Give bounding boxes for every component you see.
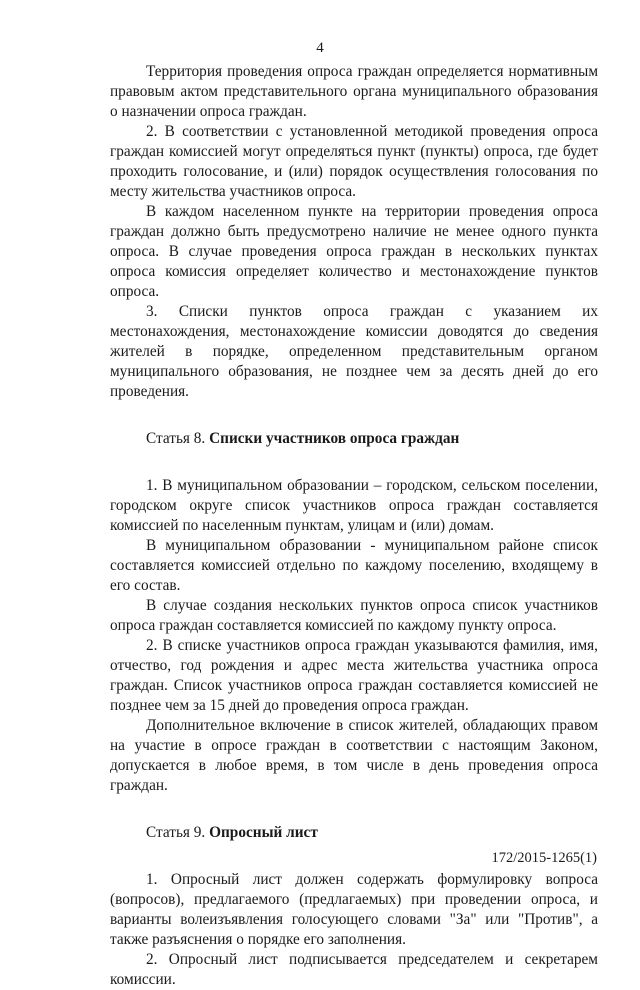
paragraph: 3. Списки пунктов опроса граждан с указанием их местонахождения, местонахождение комиссии доводятся до сведения жителей в порядке, определенном представительным органом муниципального образования, не позднее чем за десять дней до его проведения. — [110, 303, 598, 400]
article-8-title: Списки участников опроса граждан — [209, 430, 460, 447]
article-9-prefix: Статья 9. — [146, 824, 210, 841]
paragraph: 1. Опросный лист должен содержать формулировку вопроса (вопросов), предлагаемого (предлагаемых) при проведении опроса, и варианты волеизъявления голосующего словами "За" или "Против", а также разъяснения о порядке его заполнения. — [110, 871, 598, 948]
paragraph: В муниципальном образовании - муниципальном районе список составляется комиссией отдельно по каждому поселению, входящему в его состав. — [110, 537, 598, 594]
paragraph: 2. В списке участников опроса граждан указываются фамилия, имя, отчество, год рождения и адрес места жительства участника опроса граждан. Список участников опроса граждан составляется комиссией не позднее чем за 15 дней до проведения опроса граждан. — [110, 637, 598, 714]
paragraph: 2. Опросный лист подписывается председателем и секретарем комиссии. — [110, 951, 598, 988]
document-number: 172/2015-1265(1) — [491, 850, 597, 866]
paragraph: Дополнительное включение в список жителей, обладающих правом на участие в опросе граждан в соответствии с настоящим Законом, допускается в любое время, в том числе в день проведения опроса граждан. — [110, 717, 598, 794]
article-8-heading — [110, 429, 598, 449]
paragraph: В случае создания нескольких пунктов опроса список участников опроса граждан составляется комиссией по каждому пункту опроса. — [110, 597, 598, 634]
paragraph: 2. В соответствии с установленной методикой проведения опроса граждан комиссией могут определяться пункт (пункты) опроса, где будет проходить голосование, и (или) порядок осуществления голосования по месту жительства участников опроса. — [110, 123, 598, 200]
article-9-title: Опросный лист — [209, 824, 318, 841]
article-9-heading — [110, 823, 598, 843]
page-number: 4 — [316, 40, 324, 56]
paragraph: 1. В муниципальном образовании – городском, сельском поселении, городском округе список участников опроса граждан составляется комиссией по населенным пунктам, улицам и (или) домам. — [110, 477, 598, 534]
article-8-prefix: Статья 8. — [146, 430, 210, 447]
paragraph: В каждом населенном пункте на территории проведения опроса граждан должно быть предусмотрено наличие не менее одного пункта опроса. В случае проведения опроса граждан в нескольких пунктах опроса комиссия определяет количество и местонахождение пунктов опроса. — [110, 203, 598, 300]
paragraph: Территория проведения опроса граждан определяется нормативным правовым актом представительного органа муниципального образования о назначении опроса граждан. — [110, 63, 598, 120]
